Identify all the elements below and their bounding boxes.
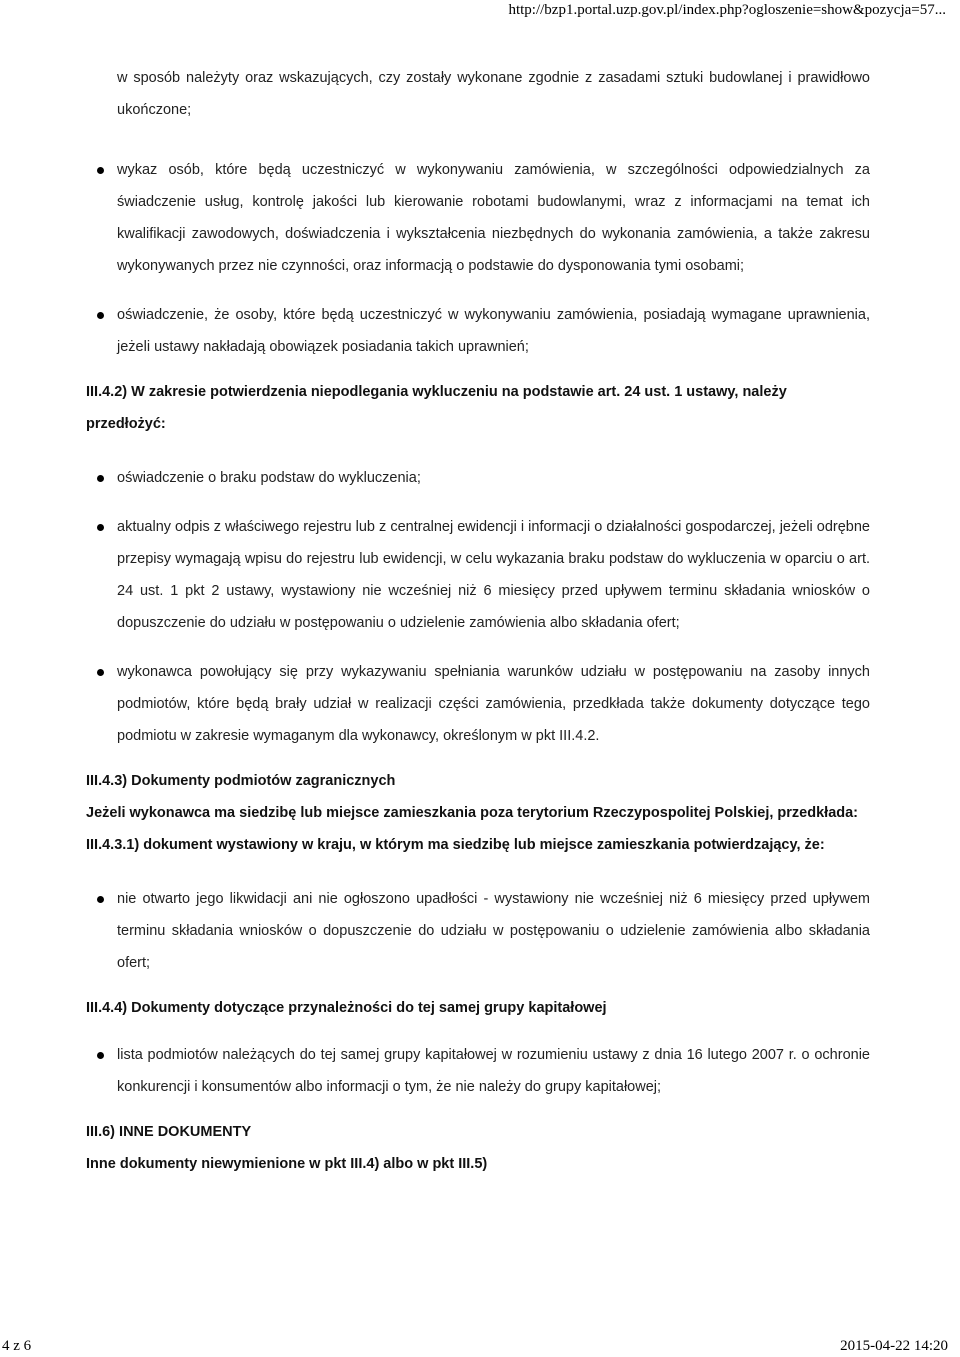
intro-continuation: w sposób należyty oraz wskazujących, czy zostały wykonane zgodnie z zasadami sztuki budowlanej i prawidłowo ukończone; [117,70,870,118]
list-item: wykonawca powołujący się przy wykazywaniu spełniania warunków udziału w postępowaniu na zasoby innych podmiotów, które będą brały udział w realizacji części zamówienia, przedkłada także dokumenty dotyczące tego podmiotu w zakresie wymaganym dla wykonawcy, określonym w pkt III.4.2. [86,656,870,752]
print-datetime: 2015-04-22 14:20 [840,1338,948,1354]
bullet-icon [97,524,104,531]
document-body [86,62,870,1180]
bullet-icon [97,475,104,482]
bullet-icon [97,167,104,174]
section-heading-iii-4-3-1: III.4.3.1) dokument wystawiony w kraju, w którym ma siedzibę lub miejsce zamieszkania potwierdzający, że: [86,837,825,853]
list-item: aktualny odpis z właściwego rejestru lub z centralnej ewidencji i informacji o działalności gospodarczej, jeżeli odrębne przepisy wymagają wpisu do rejestru lub ewidencji, w celu wykazania braku podstaw do wykluczenia w oparciu o art. 24 ust. 1 pkt 2 ustawy, wystawiony nie wcześniej niż 6 miesięcy przed upływem terminu składania wniosków o dopuszczenie do udziału w postępowaniu o udzielenie zamówienia albo składania ofert; [86,511,870,639]
bullet-icon [97,312,104,319]
section-heading-iii-4-3-intro: Jeżeli wykonawca ma siedzibę lub miejsce zamieszkania poza terytorium Rzeczypospolitej Polskiej, przedkłada: [86,805,859,821]
bullet-icon [97,1052,104,1059]
list-item: oświadczenie, że osoby, które będą uczestniczyć w wykonywaniu zamówienia, posiadają wymagane uprawnienia, jeżeli ustawy nakładają obowiązek posiadania takich uprawnień; [86,299,870,363]
page-url-header: http://bzp1.portal.uzp.gov.pl/index.php?ogloszenie=show&pozycja=57... [508,2,946,18]
list-item: wykaz osób, które będą uczestniczyć w wykonywaniu zamówienia, w szczególności odpowiedzialnych za świadczenie usług, kontrolę jakości lub kierowanie robotami budowlanymi, wraz z informacjami na temat ich kwalifikacji zawodowych, doświadczenia i wykształcenia niezbędnych do wykonania zamówienia, a także zakresu wykonywanych przez nie czynności, oraz informacją o podstawie do dysponowania tymi osobami; [86,154,870,282]
bullet-icon [97,669,104,676]
list-item: lista podmiotów należących do tej samej grupy kapitałowej w rozumieniu ustawy z dnia 16 lutego 2007 r. o ochronie konkurencji i konsumentów albo informacji o tym, że nie należy do grupy kapitałowej; [86,1039,870,1103]
section-heading-iii-4-3: III.4.3) Dokumenty podmiotów zagranicznych [86,773,396,789]
list-item: nie otwarto jego likwidacji ani nie ogłoszono upadłości - wystawiony nie wcześniej niż 6 miesięcy przed upływem terminu składania wniosków o dopuszczenie do udziału w postępowaniu o udzielenie zamówienia albo składania ofert; [86,883,870,979]
section-heading-iii-6-intro: Inne dokumenty niewymienione w pkt III.4) albo w pkt III.5) [86,1156,488,1172]
list-item: oświadczenie o braku podstaw do wykluczenia; [86,462,870,494]
section-heading-iii-4-4: III.4.4) Dokumenty dotyczące przynależności do tej samej grupy kapitałowej [86,1000,607,1016]
section-heading-iii-6: III.6) INNE DOKUMENTY [86,1124,252,1140]
page-number: 4 z 6 [2,1338,32,1354]
section-heading-iii-4-2: III.4.2) W zakresie potwierdzenia niepodlegania wykluczeniu na podstawie art. 24 ust. 1 ustawy, należy przedłożyć: [86,384,787,432]
bullet-icon [97,896,104,903]
